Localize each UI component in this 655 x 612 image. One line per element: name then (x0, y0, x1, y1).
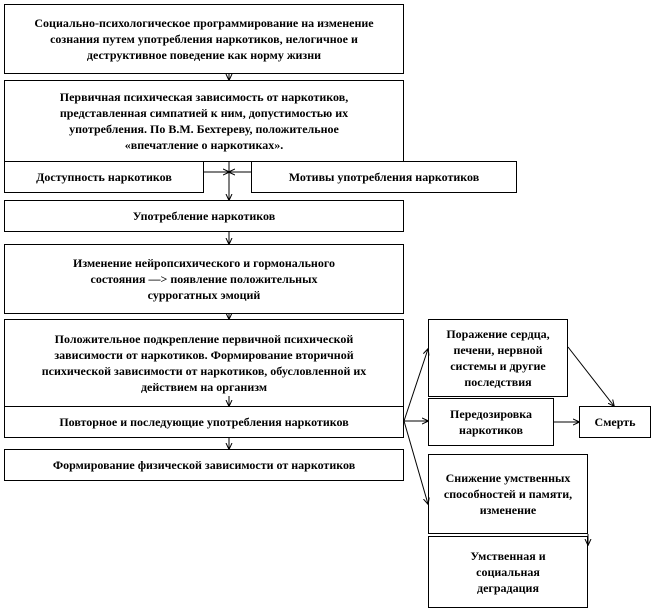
box-social-programming-text: Социально-психологическое программирование на изменение сознания путем употребления наркотиков, нелогичное и деструктивное поведение как норму жизни (34, 16, 374, 62)
box-physical-dependence-text: Формирование физической зависимости от наркотиков (52, 458, 356, 472)
box-motives-text: Мотивы употребления наркотиков (288, 170, 480, 184)
box-neuro-change-text: Изменение нейропсихического и гормонального состояния —> появление положительных суррогатных эмоций (73, 256, 335, 302)
box-organ-damage-text: Поражение сердца, печени, нервной системы и другие последствия (446, 327, 550, 389)
box-availability-text: Доступность наркотиков (36, 170, 172, 184)
box-degradation-text: Умственная и социальная деградация (470, 549, 546, 595)
arrow-repeated-to-organ (404, 349, 428, 421)
box-repeated-use-text: Повторное и последующие употребления наркотиков (59, 415, 349, 429)
box-overdose-text: Передозировка наркотиков (450, 407, 532, 437)
box-mental-decline-text: Снижение умственных способностей и памяти, изменение (443, 471, 573, 517)
arrow-organ-to-death (568, 347, 614, 406)
arrow-repeated-to-mental (404, 421, 428, 504)
box-use-text: Употребление наркотиков (132, 209, 276, 223)
box-reinforcement-text: Положительное подкрепление первичной психической зависимости от наркотиков. Формирование вторичной психической зависимости от наркотиков, обусловленной их действием на организм (41, 332, 367, 394)
box-primary-dependence-text: Первичная психическая зависимость от наркотиков, представленная симпатией к ним, допустимостью их употребления. По В.М. Бехтереву, положительное «впечатление о наркотиках». (59, 90, 349, 152)
box-death-text: Смерть (594, 415, 636, 429)
